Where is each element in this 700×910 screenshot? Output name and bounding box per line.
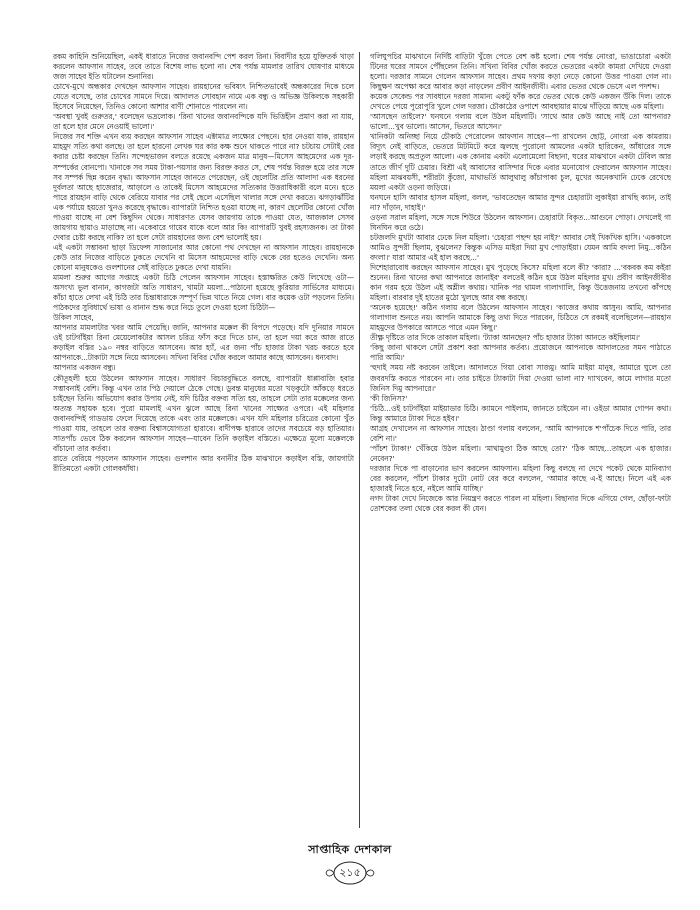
left-column — [53, 52, 354, 830]
page-number-badge — [325, 860, 375, 886]
paragraph: 'আসছেন তাইলে?' ঘনঘনে গলায় বলে উঠল মহিলাটি। 'সাথে আর কেউ আছে নাই তো আপনার? ভালো...খুব ভালো। আসেন, ভিতরে আসেন।' — [370, 112, 671, 132]
paragraph: 'অনেক হয়েছে!' কঠিন গলায় বলে উঠলেন আফসান সাহেব। 'কাজের কথায় আসুন। আমি, আপনার গালাগাল শুনতে নয়। আপনি আমাকে কিছু তথ্য দিতে পারবেন, চিঠিতে সে রকমই বলেছিলেন—রায়হান মাহমুদের উপকারে আসতে পারে এমন কিছু।' — [370, 303, 671, 333]
paragraph: গলিঘুপচির মাঝখানে নির্দিষ্ট বাড়িটা খুঁজে পেতে বেশ কষ্ট হলো। শেষ পর্যন্ত নোংরা, ভাঙাচোরা একটা টিনের ঘরের সামনে পৌঁছলেন তিনি। সখিনা বিবির খোঁজ করতে ভেতরের একটা কামরা দেখিয়ে দেওয়া হলো। দরজার সামনে গেলেন আফসান সাহেব। প্রথম দফায় কড়া নেড়ে কোনো উত্তর পাওয়া গেল না। কিছুক্ষণ অপেক্ষা করে আবার কড়া নাড়লেন প্রবীণ আইনজীবী। এবার ভেতর থেকে ভেসে এল পদশব্দ। — [370, 52, 671, 92]
paragraph: কয়েক সেকেন্ড পর সাবধানে দরজা সামান্য একটু ফাঁক করে ভেতর থেকে কেউ একজন উঁকি দিল। তাকে দেখতে পেয়ে পুরোপুরি খুলে গেল দরজা। চৌকাঠের ওপাশে আবছায়ার মাঝে দাঁড়িয়ে আছে এক মহিলা। — [370, 92, 671, 112]
magazine-name: সাপ্তাহিক দেশকাল — [308, 843, 392, 856]
paragraph: 'অবস্থা খুবই গুরুতর,' বলেছেন ভদ্রলোক। 'রিনা খানের জবানবন্দিকে যদি ভিত্তিহীন প্রমাণ করা না যায়, তা হলে হার মেনে নেওয়াই ভালো।' — [53, 112, 354, 132]
paragraph: 'হুদাই সময় নষ্ট করবেন তাইলে। আদালতে গিয়া বোবা সাজমু। আমি মাইয়া মানুষ, আমারে ঘুলে তো জবরদস্তি করতে পারবেন না। তার চাইতে ট্যাকাটা দিয়া দেওয়া ভালা না? দ্যাখবেন, কামে লাগার মতো জিনিস দিমু আপনারে।' — [370, 363, 671, 393]
paragraph: দিশেহারাবোধ করছেন আফসান সাহেব। মুখ পুড়েছে কিসে? মহিলা বলে কী? 'কারা? ...'বকবক কম কইরা শুনেন। রিনা খানের কথা আপনারে জানাইব' বলতেই কঠিন হয়ে উঠল মহিলার মুখ। প্রবীণ আইনজীবীর কান গরম হয়ে উঠল এই অশ্লীল কথায়। খানিক পর থামল গালাগালি, কিন্তু উত্তেজনায় তখনো কাঁপছে মহিলা। বারবার দুই হাতের মুঠো খুলছে আর বন্ধ করছে। — [370, 262, 671, 303]
letter-body: আপনার মামলাটার খবর আমি পেয়েছি। জানি, আপনার মক্কেল কী বিপদে পড়েছে। যদি দুনিয়ার সামনে ওই চাটগাঁইয়া রিনা মেয়েলোকটার আসল চরিত্র ফাঁস করে দিতে চান, তা হলে দয়া করে আজ রাতে কড়াইল বস্তির ১৯০ নম্বর বাড়িতে আসবেন। আর হ্যাঁ, এর জন্য পাঁচ হাজার টাকা খরচ করতে হবে আপনাকে...টাকাটা সঙ্গে নিয়ে আসবেন। সখিনা বিবির খোঁজ করলে আমার কাছে আসবেন। ধন্যবাদ। — [53, 323, 354, 363]
paragraph: চটজলদি মুখটা আবার ঢেকে নিল মহিলা। 'চেহারা পছন্দ হয় নাই?' আবার সেই খিকখিক হাসি। 'এককালে আমিও সুন্দরী ছিলাম, বুঝলেন? কিন্তুক এসিড মাইরা দিয়া মুখ পোড়াইয়া। যেমন আমি বদলা নিমু...কঠিন বদলা।' যারা আমার এই হাল করছে...' — [370, 232, 671, 262]
paragraph: ঘনঘনে হাসি আবার হাসল মহিলা, বলল, 'ভাবতেছেন আমার সুন্দর চেহারাটা লুকাইয়া রাখছি ক্যান, তাই না? দাঁড়ান, দাহাই।' — [370, 192, 671, 212]
right-column — [370, 52, 671, 830]
paragraph: নগদ টাকা দেখে নিজেকে আর নিয়ন্ত্রণ করতে পারল না মহিলা। বিছানার দিকে এগিয়ে গেল, ছোঁড়া-ফাটা তোশকের তলা থেকে বের করল কী যেন। — [370, 494, 671, 514]
paragraph: চোখে-মুখে অন্ধকার দেখছেন আফসান সাহেব। রায়হানের ভবিষ্যৎ নিশ্চিতভাবেই অন্ধকারের দিকে চলে যেতে বসেছে, তার চোখের সামনে দিয়ে। আদালত সোবহান নামে এক বন্ধু ও অভিজ্ঞ উকিলকে সহকারী হিসেবে নিয়েছেন, তিনিও কোনো আশার বাণী শোনাতে পারলেন না। — [53, 82, 354, 112]
paragraph: আগ্রহ দেখালেন না আফসান সাহেব। ঠাণ্ডা গলায় বললেন, 'আমি আপনাকে শ'পাঁচেক দিতে পারি, তার বেশি না।' — [370, 423, 671, 443]
page-number: ২১৫ — [339, 866, 361, 879]
paragraph: কৌতূহলী হয়ে উঠলেন আফসান সাহেব। সাধারণ বিচারবুদ্ধিতে বলছে, ব্যাপারটা ধাপ্পাবাজি হবার সম্ভাবনাই বেশি। কিন্তু এখন তার পিঠ দেয়ালে ঠেকে গেছে। ডুবন্ত মানুষের মতো খড়কুটো আঁকড়ে ধরতে চাইছেন তিনি। অভিযোগ করার উপায় নেই, যদি চিঠির বক্তব্য সত্যি হয়, তাহলে সেটা তার মক্কেলের জন্য অত্যন্ত সহায়ক হবে। পুরো মামলাই এখন ঝুলে আছে রিনা খানের সাক্ষ্যের ওপরে। এই মহিলার জবানবন্দিই গাডডায় ফেলে দিয়েছে তাকে এবং তার মক্কেলকে। এখন যদি মহিলার চরিত্রের কোনো খুঁত পাওয়া যায়, তাহলে তার বক্তব্য বিশ্বাসযোগ্যতা হারাবে। বাদীপক্ষ হারাবে তাদের সবচেয়ে বড় হাতিয়ার। সাতপাঁচ ভেবে ঠিক করলেন আফসান সাহেব—যাবেন তিনি কড়াইল বস্তিতে। এক্ষেত্রে মূল্যে মক্কেলকে বাঁচানো তার কর্তব্য। — [53, 373, 354, 453]
paragraph: 'কী জিনিস?' — [370, 393, 408, 403]
paragraph: এই একটা সম্ভাবনা ছাড়া ডিফেন্স সাজানোর আর কোনো পথ দেখছেন না আফসান সাহেব। রায়হানকে কেউ তার নিজের বাড়িতে ঢুকতে দেখেনি বা মিসেস আহমেদের বাড়ি থেকে বের হতেও দেখেনি। অন্য কোনো মানুষকেও গুলশানের সেই বাড়িতে ঢুকতে দেখা যায়নি। — [53, 242, 354, 272]
paragraph: রকম কাহিনি শুনিয়েছিল, একই ধারাতে নিজের জবানবন্দি পেশ করল রিনা। বিবাদীর হয়ে যুক্তিতর্ক খাড়া করলেন আফসান সাহেব, তবে তাতে বিশেষ লাভ হলো না। শেষ পর্যন্ত মামলার তারিখ ঘোষণার মাধ্যমে জজ সাহেব ইতি ঘটালেন শুনানির। — [53, 52, 354, 82]
column-divider — [359, 52, 360, 828]
paragraph: 'চিঠি...ওই চাটগাঁইয়া মাইয়াডার চিঠি। ক্যামনে পাইলাম, জানতে চাইয়েন না। ওইডা আমার গোপন কথা। কিন্তু আমারে ট্যাকা দিতে হইব।' — [370, 403, 671, 423]
paragraph: মামলা শুরুর আগের সপ্তাহে একটা চিঠি পেলেন আফসান সাহেব। হস্তাক্ষরিত কেউ লিখেছে ওটা—অসংখ্য ভুল বানান, কাগজটা অতি সাধারণ, খামটা ময়লা...পাঠানো হয়েছে কুরিয়ার সার্ভিসের মাধ্যমে। কাঁচা হাতে লেখা এই চিঠি তার চিন্তাধারাকে সম্পূর্ণ ভিন্ন খাতে নিয়ে গেল। বার কয়েক ওটা পড়লেন তিনি। পাঠকদের সুবিধার্থে ভাষা ও বানান শুদ্ধ করে নিচে তুলে দেওয়া হলো চিঠিটা— — [53, 273, 354, 313]
paragraph: খানিকটা অনিচ্ছা নিয়ে চৌকাঠ পেরোলেন আফসান সাহেব—পা রাখলেন ছোট্ট, নোংরা এক কামরায়। বিদ্যুৎ নেই বাড়িতে, ভেতরে মিটমিটে করে জ্বলছে পুরোনো আমলের একটা হারিকেন, আঁধারের সঙ্গে লড়াই করছে অপ্রতুল আলো। এক কোনায় একটা এলোমেলো বিছানা, ঘরের মাঝখানে একটা টেবিল আর তাতে জীর্ণ দুটি চেয়ার। বিশ্রী এই আবাসের বাসিন্দার দিকে এবার মনোযোগ ফেরালেন আফসান সাহেব। মহিলা মাঝবয়সী, শরীরটা কুঁজো, মাথাভর্তি আলুথালু কাঁচাপাকা চুল, মুখের অনেকখানি ঢেকে রেখেছে ময়লা একটা ওড়না জড়িয়ে। — [370, 132, 671, 192]
paragraph: তীক্ষ্ণ দৃষ্টিতে তার দিকে তাকাল মহিলা। 'ট্যাকা আনছেন? পাঁচ হাজার ট্যাকা আনতে কইছিলাম।' — [370, 333, 640, 343]
letter-signoff: আপনার একজন বন্ধু। — [53, 363, 116, 373]
paragraph: নিজের সব শক্তি এখন ব্যয় করছেন আফসান সাহেব এক্টামাত্র ল্যক্ষ্যের পেছনে। হার নেওয়া যাক, রায়হান মাহমুদ সত্যি কথা বলছে। তা হলে হারনো লেখক ঘর কার কক্ষ শুনে থাকতে পারে না? চটচায় সেটাই বের করার চেষ্টা করছেন তিনি। সন্দেহভাজন বলতে রয়েছে একজন মাত্র মানুষ—মিসেস আহমেদের এক দূর-সম্পর্কের বোনপো। খানাকে সব সময় টাকা-পয়সার জন্য বিরক্ত করত সে, শেষ পর্যন্ত বিরক্ত হয়ে তার সঙ্গে সব সম্পর্ক ছিন্ন করেন বৃদ্ধা। আফসান সাহেব জানতে পেরেছেন, ওই ছেলেটির প্রতি আলাদা এক ধরনের দুর্বলতা আছে হাজেরার, আড়ালে ও তাকেই মিসেস আহমেদের সত্যিকার উত্তরাধিকারী বলে মনে। হতে পারে রায়হান বাড়ি থেকে বেরিয়ে যাবার পর সেই ছেলে এসেছিল খালার সঙ্গে দেখা করতে। ঝগড়াঝাঁটির এক পর্যায়ে হয়তো খুনও করেছে বৃদ্ধাকে। ব্যাপারটা নিশ্চিত হওয়া যাচ্ছে না, কারণ ছেলেটির কোনো খোঁজ পাওয়া যাচ্ছে না বেশ কিছুদিন থেকে। সাধারণত যেসব জায়গায় তাকে পাওয়া যেত, আজকাল সেসব জায়গায় ছায়াও মাড়াচ্ছে না। একেবারে গায়েব যাকে বলে আর কি! ব্যাপারটি খুবই রহস্যজনক। তা টাকা দেবার চেষ্টা করছে নাকি? তা হলে সেটা রায়হানের জন্য বেশ ভালোই হয়। — [53, 132, 354, 242]
paragraph: ওড়না সরাল মহিলা, সঙ্গে সঙ্গে শিউরে উঠলেন আফসান। চেহারাটা বিকৃত...আগুনে পোড়া। দেখলেই গা ঘিনঘিন করে ওঠে। — [370, 212, 671, 232]
paragraph: 'পাঁচশ ট্যাকা!' খেঁকিয়ে উঠল মহিলা। 'মাথামুণ্ডা ঠিক আছে তো?' 'ঠিক আছে...তাহলে এক হাজার। নেবেন?' — [370, 443, 671, 463]
paragraph: রাতে বেরিয়ে পড়লেন আফসান সাহেব। গুলশান আর বনানীর ঠিক মাঝখানে কড়াইল বস্তি, জায়গাটা রীতিমতো একটা গোলকধাঁধা। — [53, 453, 354, 473]
paragraph: দরজার দিকে পা বাড়ানোর ভাণ করলেন আফসান। মহিলা কিছু বলছে না দেখে পকেট থেকে মানিব্যাগ বের করলেন, পাঁচশ টাকার দুটো নোট বের করে বললেন, 'আমার কাছে এ-ই আছে। নিলে এই এক হাজারই নিতে হবে, নইলে আমি যাচ্ছি।' — [370, 463, 671, 494]
paragraph: 'কিছু জানা থাকলে সেটা প্রকাশ করা আপনার কর্তব্য। প্রয়োজনে আপনাকে আদালতের সমন পাঠাতে পারি আমি।' — [370, 343, 671, 363]
letter-salutation: উকিল সাহেব, — [53, 313, 94, 323]
